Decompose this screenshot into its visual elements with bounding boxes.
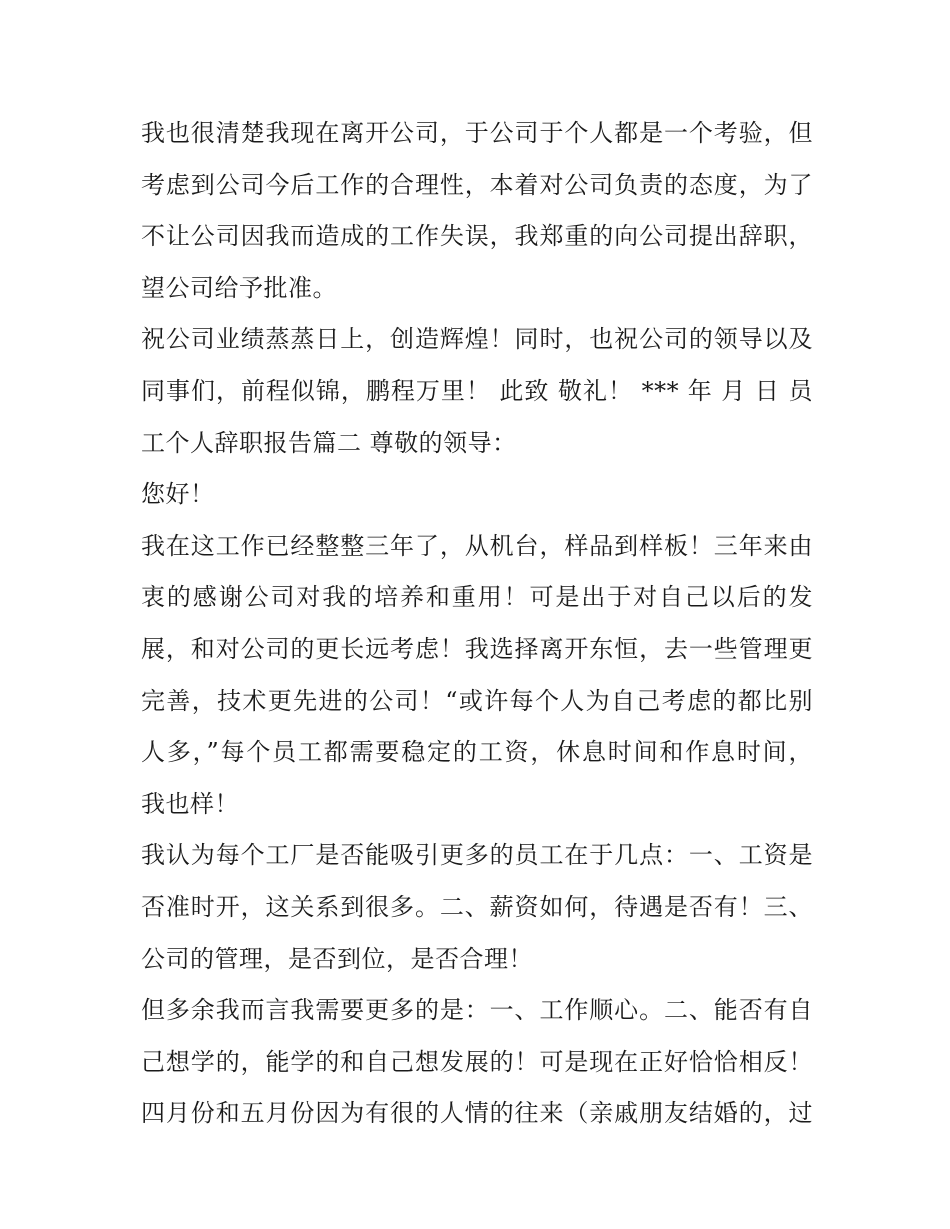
text-line: 我认为每个工厂是否能吸引更多的员工在于几点：一、工资是 [141,841,813,870]
document-body [141,108,813,1140]
text-line: 您好！ [141,480,215,509]
text-line: 祝公司业绩蒸蒸日上，创造辉煌！同时，也祝公司的领导以及 [141,325,813,354]
text-line: 展，和对公司的更长远考虑！我选择离开东恒，去一些管理更 [141,634,813,663]
text-line: 同事们，前程似锦，鹏程万里！ 此致 敬礼！ *** 年 月 日 员 [141,376,813,405]
text-line: 望公司给予批准。 [141,273,337,302]
text-line: 否准时开，这关系到很多。二、薪资如何，待遇是否有！三、 [141,892,813,921]
text-line: 考虑到公司今后工作的合理性，本着对公司负责的态度，为了 [141,170,813,199]
text-line: 我在这工作已经整整三年了，从机台，样品到样板！三年来由 [141,531,813,560]
text-line: 四月份和五月份因为有很的人情的往来（亲戚朋友结婚的，过 [141,1099,813,1128]
text-line: 但多余我而言我需要更多的是：一、工作顺心。二、能否有自 [141,996,813,1025]
text-line: 我也很清楚我现在离开公司，于公司于个人都是一个考验，但 [141,119,813,147]
text-line: 己想学的，能学的和自己想发展的！可是现在正好恰恰相反！ [141,1047,813,1076]
text-line: 完善，技术更先进的公司！“或许每个人为自己考虑的都比别 [141,686,813,715]
text-line: 衷的感谢公司对我的培养和重用！可是出于对自己以后的发 [141,583,813,612]
text-line: 工个人辞职报告篇二 尊敬的领导： [141,428,517,457]
text-line: 我也样！ [141,789,239,818]
text-line: 公司的管理，是否到位，是否合理！ [141,944,533,973]
text-line: 不让公司因我而造成的工作失误，我郑重的向公司提出辞职， [141,222,813,251]
text-line: 人多，”每个员工都需要稳定的工资，休息时间和作息时间， [141,738,813,767]
